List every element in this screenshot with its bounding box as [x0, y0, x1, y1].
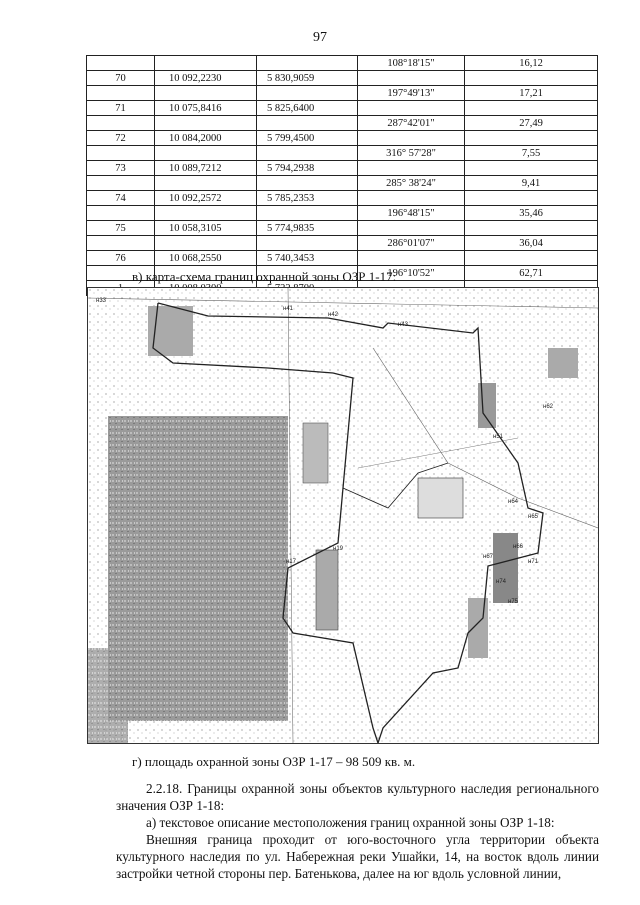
- cell-point: 71: [87, 101, 155, 116]
- cell-x: [155, 176, 257, 191]
- table-row: [87, 251, 598, 266]
- map-point-label: н43: [398, 322, 408, 328]
- cell-angle: 197°49'13": [358, 86, 465, 101]
- table-row: [87, 221, 598, 236]
- map-image: [88, 288, 598, 743]
- map-point-label: н67: [483, 554, 493, 560]
- cell-length: [465, 101, 598, 116]
- table-row: [87, 206, 598, 221]
- table-row: [87, 56, 598, 71]
- map-point-label: н41: [283, 306, 293, 312]
- cell-y: [257, 56, 358, 71]
- cell-x: 10 092,2572: [155, 191, 257, 206]
- map-point-label: н51: [493, 434, 503, 440]
- table-row: [87, 146, 598, 161]
- cell-length: [465, 251, 598, 266]
- cell-y: [257, 176, 358, 191]
- table-row: [87, 71, 598, 86]
- cell-y: [257, 146, 358, 161]
- cell-x: 10 068,2550: [155, 251, 257, 266]
- subsection-a: а) текстовое описание местоположения границ охранной зоны ОЗР 1-18:: [146, 815, 555, 830]
- cell-angle: [358, 101, 465, 116]
- map-point-label: н17: [286, 559, 296, 565]
- boundary-map: [87, 287, 599, 744]
- map-point-label: н75: [508, 599, 518, 605]
- cell-point: [87, 86, 155, 101]
- cell-angle: [358, 251, 465, 266]
- map-point-label: н62: [543, 404, 553, 410]
- cell-point: [87, 146, 155, 161]
- cell-y: 5 794,2938: [257, 161, 358, 176]
- cell-x: 10 089,7212: [155, 161, 257, 176]
- cell-angle: [358, 131, 465, 146]
- cell-y: [257, 206, 358, 221]
- area-caption: г) площадь охранной зоны ОЗР 1-17 – 98 509 кв. м.: [132, 754, 416, 769]
- cell-x: 10 092,2230: [155, 71, 257, 86]
- cell-point: 74: [87, 191, 155, 206]
- map-caption: в) карта-схема границ охранной зоны ОЗР 1-17:: [132, 269, 397, 284]
- cell-length: [465, 71, 598, 86]
- cell-x: 10 058,3105: [155, 221, 257, 236]
- cell-y: [257, 236, 358, 251]
- cell-length: 35,46: [465, 206, 598, 221]
- map-point-label: н65: [528, 514, 538, 520]
- cell-length: 7,55: [465, 146, 598, 161]
- table-row: [87, 176, 598, 191]
- cell-angle: [358, 191, 465, 206]
- cell-point: 76: [87, 251, 155, 266]
- cell-angle: 108°18'15": [358, 56, 465, 71]
- cell-angle: 196°48'15": [358, 206, 465, 221]
- cell-point: [87, 236, 155, 251]
- cell-point: [87, 116, 155, 131]
- cell-y: 5 774,9835: [257, 221, 358, 236]
- cell-x: [155, 56, 257, 71]
- section-heading: 2.2.18. Границы охранной зоны объектов культурного наследия регионального значения ОЗР 1-18:: [116, 781, 599, 813]
- table-row: [87, 86, 598, 101]
- cell-angle: [358, 221, 465, 236]
- table-row: [87, 131, 598, 146]
- cell-length: [465, 131, 598, 146]
- cell-angle: [358, 71, 465, 86]
- cell-point: 75: [87, 221, 155, 236]
- cell-y: 5 740,3453: [257, 251, 358, 266]
- cell-point: 70: [87, 71, 155, 86]
- table-row: [87, 161, 598, 176]
- cell-length: [465, 221, 598, 236]
- cell-x: [155, 206, 257, 221]
- cell-x: [155, 116, 257, 131]
- cell-y: [257, 116, 358, 131]
- map-point-label: н74: [496, 579, 506, 585]
- cell-angle: 196°10'52": [358, 266, 465, 281]
- cell-y: 5 830,9059: [257, 71, 358, 86]
- map-point-label: н42: [328, 312, 338, 318]
- table-row: [87, 101, 598, 116]
- cell-angle: 285° 38'24": [358, 176, 465, 191]
- cell-y: 5 785,2353: [257, 191, 358, 206]
- cell-y: 5 825,6400: [257, 101, 358, 116]
- cell-x: [155, 86, 257, 101]
- map-point-label: н66: [513, 544, 523, 550]
- cell-length: [465, 191, 598, 206]
- cell-length: 62,71: [465, 266, 598, 281]
- boundary-description: Внешняя граница проходит от юго-восточного угла территории объекта культурного наследия по ул. Набережная реки Ушайки, 14, на восток вдоль линии застройки четной стороны пер. Батенькова, далее на юг вдоль условной линии,: [116, 832, 599, 881]
- cell-angle: 286°01'07": [358, 236, 465, 251]
- cell-length: 36,04: [465, 236, 598, 251]
- cell-x: [155, 146, 257, 161]
- cell-length: 9,41: [465, 176, 598, 191]
- cell-y: [257, 86, 358, 101]
- cell-point: [87, 206, 155, 221]
- cell-point: 72: [87, 131, 155, 146]
- cell-y: 5 799,4500: [257, 131, 358, 146]
- map-point-label: н71: [528, 559, 538, 565]
- cell-angle: 316° 57'28": [358, 146, 465, 161]
- cell-point: [87, 176, 155, 191]
- cell-point: [87, 56, 155, 71]
- cell-point: 73: [87, 161, 155, 176]
- map-point-label: н33: [96, 298, 106, 304]
- table-row: [87, 116, 598, 131]
- cell-x: 10 075,8416: [155, 101, 257, 116]
- table-row: [87, 236, 598, 251]
- coordinates-table: [86, 55, 598, 296]
- page-number: 97: [313, 30, 327, 45]
- map-point-label: н64: [508, 499, 518, 505]
- table-row: [87, 191, 598, 206]
- cell-angle: 287°42'01": [358, 116, 465, 131]
- cell-length: [465, 161, 598, 176]
- cell-x: 10 084,2000: [155, 131, 257, 146]
- cell-length: 16,12: [465, 56, 598, 71]
- cell-length: 17,21: [465, 86, 598, 101]
- map-point-label: н19: [333, 546, 343, 552]
- cell-angle: [358, 161, 465, 176]
- cell-x: [155, 236, 257, 251]
- cell-length: 27,49: [465, 116, 598, 131]
